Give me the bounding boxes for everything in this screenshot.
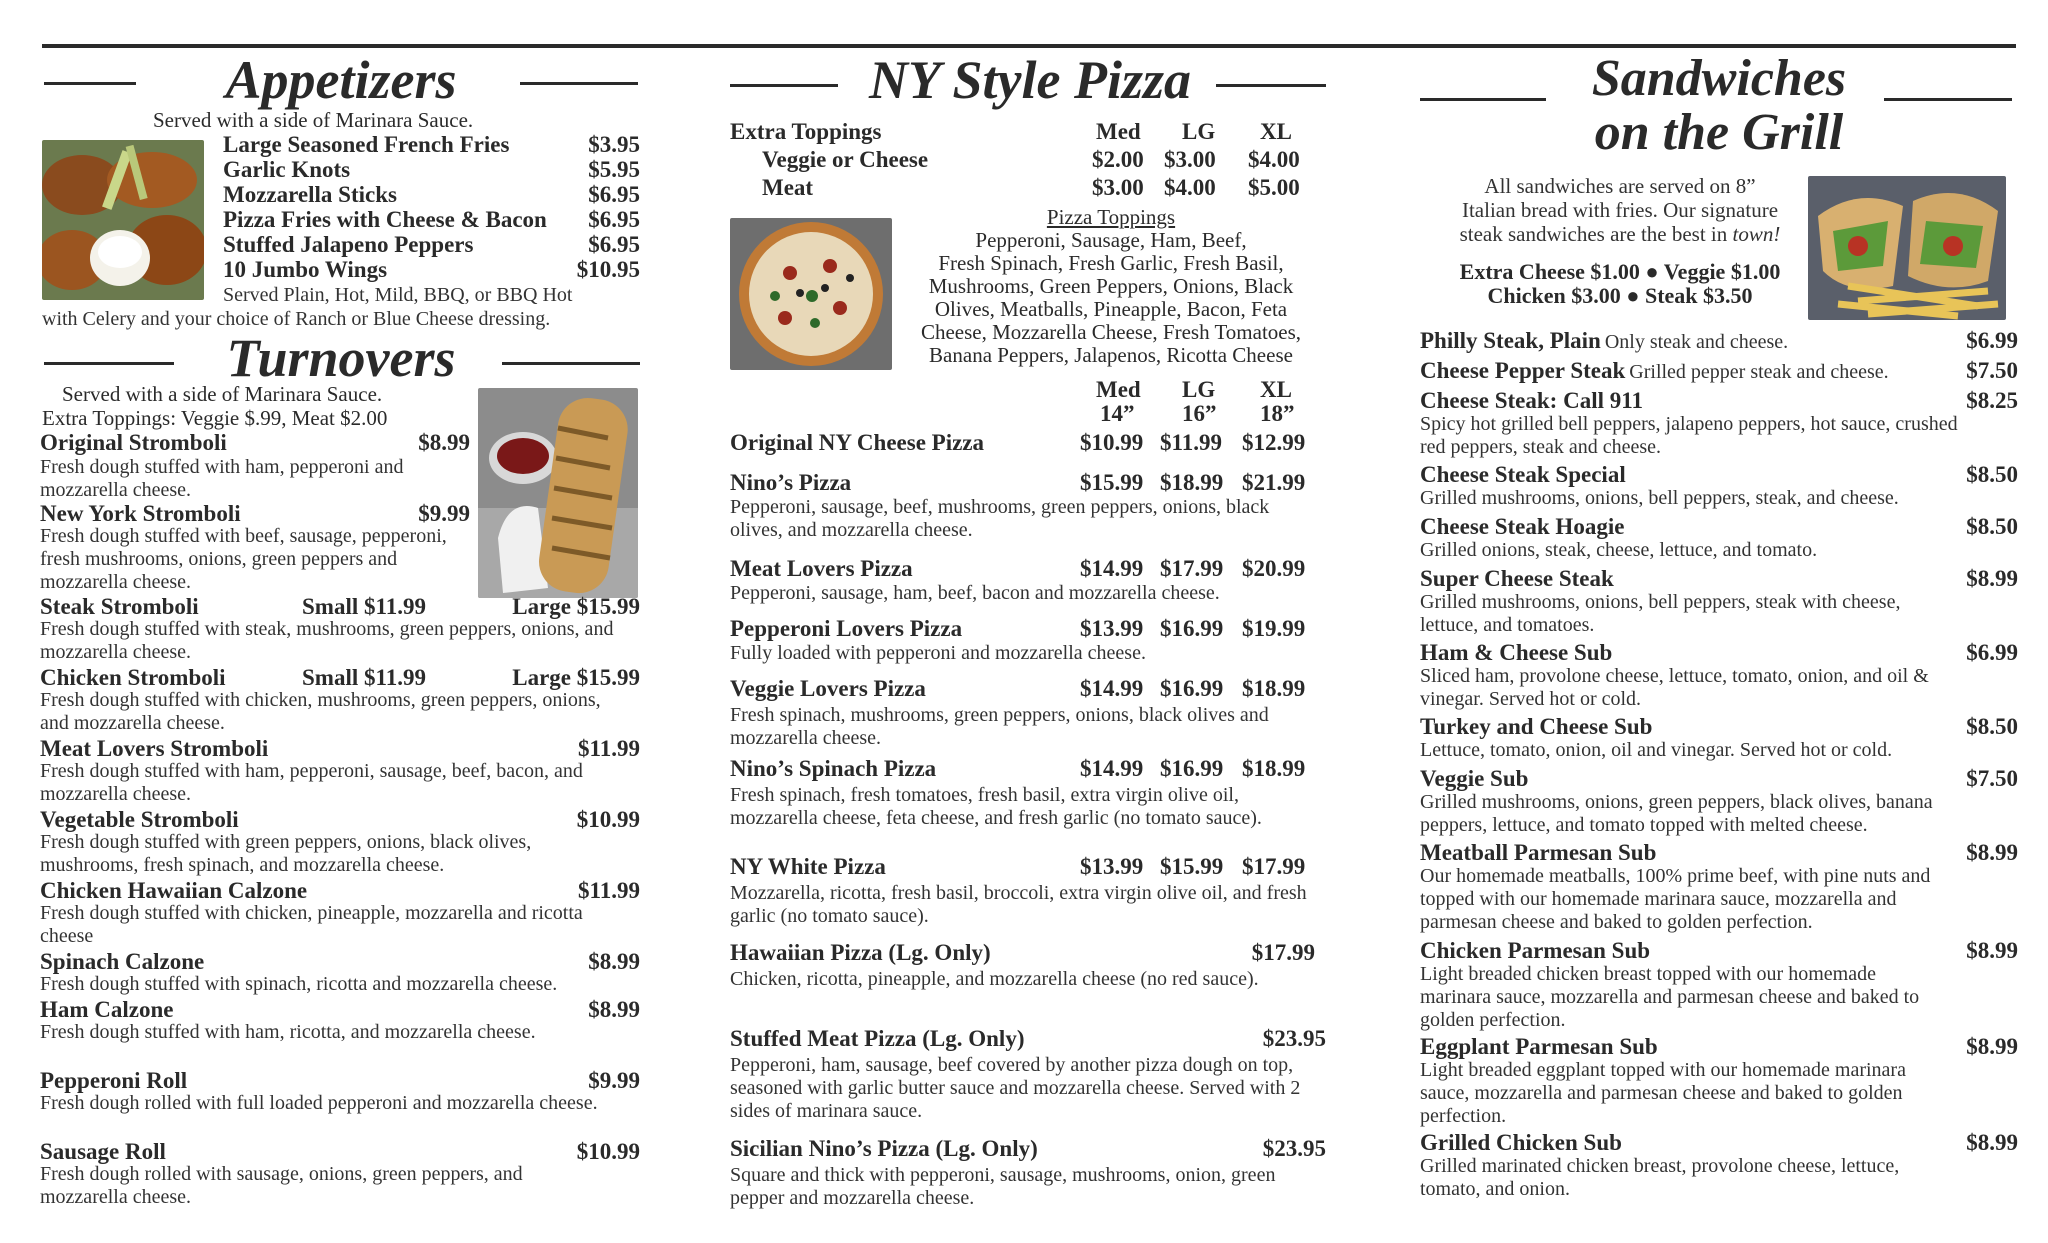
price-xl: $18.99 — [1242, 756, 1306, 781]
item-description: Fresh dough rolled with sausage, onions, green peppers, and mozzarella cheese. — [40, 1163, 523, 1208]
menu-item — [1420, 566, 2018, 592]
item-description: Grilled mushrooms, onions, bell peppers, steak, and cheese. — [1420, 487, 1899, 509]
item-price: $7.50 — [1966, 766, 2018, 791]
price-med: $14.99 — [1080, 756, 1144, 781]
veggie-cheese-label: Veggie or Cheese — [762, 147, 929, 172]
item-name: Cheese Steak: Call 911 — [1420, 388, 1643, 413]
item-name: Original NY Cheese Pizza — [730, 430, 985, 455]
menu-item — [40, 665, 640, 690]
size-xl-header: XL — [1260, 119, 1292, 144]
item-description: Pepperoni, sausage, beef, mushrooms, green peppers, onions, black olives, and mozzarella cheese. — [730, 496, 1270, 541]
topping-line: Cheese, Mozzarella Cheese, Fresh Tomatoes, — [920, 320, 1302, 344]
price-med: $14.99 — [1080, 556, 1144, 581]
item-price: $8.25 — [1966, 388, 2018, 413]
menu-item — [1420, 514, 2018, 540]
item-description: Fresh dough stuffed with ham, pepperoni, sausage, beef, bacon, and mozzarella cheese. — [40, 760, 583, 805]
item-name: Ham & Cheese Sub — [1420, 640, 1613, 665]
item-description: Grilled mushrooms, onions, green peppers, black olives, banana peppers, lettuce, and tomato topped with melted cheese. — [1420, 791, 1933, 836]
item-name: Pepperoni Roll — [40, 1068, 188, 1093]
turnovers-heading — [40, 330, 642, 386]
right-column — [1420, 50, 2018, 1200]
menu-item — [1420, 938, 2018, 964]
item-description: Chicken, ricotta, pineapple, and mozzarella cheese (no red sauce). — [730, 968, 1259, 990]
topping-line: Fresh Spinach, Fresh Garlic, Fresh Basil, — [938, 251, 1284, 275]
menu-item — [1420, 714, 2018, 740]
item-name: Cheese Steak Hoagie — [1420, 514, 1625, 539]
item-inline-desc: Grilled pepper steak and cheese. — [1629, 361, 1889, 383]
extra-toppings-label: Extra Toppings — [730, 119, 882, 144]
menu-item — [40, 997, 640, 1022]
item-price: $8.99 — [588, 997, 640, 1022]
item-description: Fresh dough stuffed with beef, sausage, pepperoni, fresh mushrooms, onions, green peppers and mozzarella cheese. — [40, 525, 447, 593]
item-name: Vegetable Stromboli — [40, 807, 239, 832]
item-price: $10.99 — [576, 807, 640, 832]
item-name: Original Stromboli — [40, 430, 227, 455]
item-name: Cheese Pepper Steak — [1420, 358, 1626, 383]
item-price: $6.95 — [588, 232, 640, 257]
heading-rule-left — [44, 82, 136, 85]
item-name: New York Stromboli — [40, 501, 241, 526]
item-name: Chicken Parmesan Sub — [1420, 938, 1651, 963]
price-med: $10.99 — [1080, 430, 1144, 455]
price-lg: $17.99 — [1160, 556, 1224, 581]
wings-photo — [42, 140, 204, 300]
menu-item — [40, 949, 640, 974]
veggie-price-med: $2.00 — [1092, 147, 1144, 172]
item-price: $23.95 — [1262, 1136, 1326, 1161]
appetizers-heading — [40, 52, 642, 108]
price-lg: $11.99 — [1160, 430, 1222, 455]
price-med: $15.99 — [1080, 470, 1144, 495]
menu-item — [223, 157, 640, 182]
item-name: Hawaiian Pizza (Lg. Only) — [730, 940, 991, 965]
item-description: Fresh spinach, mushrooms, green peppers, onions, black olives and mozzarella cheese. — [730, 704, 1269, 749]
pizza-toppings-box — [892, 206, 1330, 367]
pizza-size-header — [730, 378, 1330, 426]
item-name: Garlic Knots — [223, 157, 351, 182]
left-column — [40, 50, 642, 1208]
menu-item — [730, 470, 1330, 496]
menu-item — [40, 878, 640, 903]
item-price: $8.99 — [1966, 840, 2018, 865]
size-lg-header: LG — [1182, 119, 1216, 144]
intro-line: Italian bread with fries. Our signature — [1461, 198, 1779, 222]
pizza-photo — [730, 218, 892, 370]
item-name: Super Cheese Steak — [1420, 566, 1614, 591]
appetizers-title: Appetizers — [225, 50, 457, 110]
topping-line: Pepperoni, Sausage, Ham, Beef, — [975, 228, 1247, 252]
item-name: Cheese Steak Special — [1420, 462, 1626, 487]
heading-rule-left — [1420, 98, 1546, 101]
item-name: Chicken Hawaiian Calzone — [40, 878, 308, 903]
item-description: Fresh dough stuffed with spinach, ricotta and mozzarella cheese. — [40, 973, 558, 995]
menu-item — [730, 556, 1330, 582]
heading-rule-right — [1216, 84, 1326, 87]
item-price: $23.95 — [1262, 1026, 1326, 1051]
item-name: Veggie Sub — [1420, 766, 1529, 791]
price-med: $14.99 — [1080, 676, 1144, 701]
appetizers-list — [223, 132, 640, 307]
menu-item — [730, 676, 1330, 702]
size-med-header: Med — [1096, 119, 1141, 144]
item-price: $8.99 — [1966, 566, 2018, 591]
item-price: $17.99 — [1251, 940, 1315, 965]
item-price: $7.50 — [1966, 358, 2018, 383]
item-description: Spicy hot grilled bell peppers, jalapeno peppers, hot sauce, crushed red peppers, steak and cheese. — [1420, 413, 1958, 458]
menu-item — [223, 132, 640, 157]
extras-line: Extra Cheese $1.00 ● Veggie $1.00 — [1459, 259, 1781, 284]
item-price: $8.50 — [1966, 714, 2018, 739]
item-name: Veggie Lovers Pizza — [730, 676, 926, 701]
item-name: Stuffed Jalapeno Peppers — [223, 232, 474, 257]
heading-rule-right — [1884, 98, 2012, 101]
meat-price-lg: $4.00 — [1164, 175, 1216, 200]
menu-item — [1420, 462, 2018, 488]
item-price: $9.99 — [418, 501, 470, 526]
item-name: Pepperoni Lovers Pizza — [730, 616, 963, 641]
item-description: Lettuce, tomato, onion, oil and vinegar. Served hot or cold. — [1420, 739, 1893, 761]
item-description: Fresh dough stuffed with steak, mushrooms, green peppers, onions, and mozzarella cheese. — [40, 618, 614, 663]
item-price: $10.95 — [576, 257, 640, 282]
heading-rule-right — [520, 82, 638, 85]
menu-item — [1420, 328, 2018, 354]
sandwich-photo — [1808, 176, 2006, 320]
item-large-price: Large $15.99 — [512, 665, 640, 690]
extras-line: Chicken $3.00 ● Steak $3.50 — [1487, 283, 1753, 308]
sandwiches-heading — [1420, 52, 2018, 160]
price-xl: $17.99 — [1242, 854, 1306, 879]
price-xl: $18.99 — [1242, 676, 1306, 701]
price-lg: $16.99 — [1160, 756, 1224, 781]
item-description: Pepperoni, ham, sausage, beef covered by another pizza dough on top, seasoned with garlic butter sauce and mozzarella cheese. Served with 2 sides of marinara sauce. — [730, 1054, 1301, 1122]
item-name: Nino’s Spinach Pizza — [730, 756, 937, 781]
menu-item — [730, 1026, 1326, 1052]
menu-item — [730, 756, 1330, 782]
menu-item — [730, 1136, 1326, 1162]
size-xl-inches: 18” — [1260, 401, 1295, 426]
menu-item — [1420, 1130, 2018, 1156]
middle-column — [730, 50, 1330, 1209]
menu-item — [40, 1139, 640, 1164]
item-description: Fresh dough rolled with full loaded pepperoni and mozzarella cheese. — [40, 1092, 598, 1114]
price-med: $13.99 — [1080, 616, 1144, 641]
item-description: Fresh dough stuffed with ham, ricotta, and mozzarella cheese. — [40, 1021, 536, 1043]
top-border-rule — [42, 44, 2016, 48]
item-price: $9.99 — [588, 1068, 640, 1093]
item-price: $8.99 — [1966, 938, 2018, 963]
topping-line: Olives, Meatballs, Pineapple, Bacon, Feta — [934, 297, 1288, 321]
wings-note-2: with Celery and your choice of Ranch or Blue Cheese dressing. — [42, 308, 551, 330]
menu-item — [1420, 640, 2018, 666]
menu-item — [730, 854, 1330, 880]
item-name: Meat Lovers Stromboli — [40, 736, 269, 761]
item-description: Pepperoni, sausage, ham, beef, bacon and mozzarella cheese. — [730, 582, 1220, 604]
menu-item — [1420, 766, 2018, 792]
heading-rule-left — [44, 362, 174, 365]
menu-item — [1420, 358, 2018, 384]
size-xl-label: XL — [1260, 377, 1292, 402]
extra-toppings-table — [730, 118, 1330, 202]
item-small-price: Small $11.99 — [302, 594, 426, 619]
item-description: Sliced ham, provolone cheese, lettuce, tomato, onion, and oil & vinegar. Served hot or cold. — [1420, 665, 1929, 710]
sandwiches-intro — [1420, 174, 1820, 246]
item-description: Fresh spinach, fresh tomatoes, fresh basil, extra virgin olive oil, mozzarella cheese, feta cheese, and fresh garlic (no tomato sauce). — [730, 784, 1262, 829]
price-lg: $16.99 — [1160, 676, 1224, 701]
item-price: $10.99 — [576, 1139, 640, 1164]
stromboli-photo — [478, 388, 638, 598]
item-inline-desc: Only steak and cheese. — [1604, 331, 1789, 353]
menu-item — [730, 940, 1315, 966]
item-price: $11.99 — [578, 878, 640, 903]
item-name: Eggplant Parmesan Sub — [1420, 1034, 1658, 1059]
item-description: Fresh dough stuffed with chicken, pineapple, mozzarella and ricotta cheese — [40, 902, 583, 947]
turnovers-title: Turnovers — [226, 328, 456, 388]
item-name: Steak Stromboli — [40, 594, 199, 619]
pizza-toppings-title: Pizza Toppings — [1046, 205, 1176, 229]
item-name: Philly Steak, Plain — [1420, 328, 1601, 353]
size-med-inches: 14” — [1100, 401, 1135, 426]
item-name: Pizza Fries with Cheese & Bacon — [223, 207, 547, 232]
item-price: $8.99 — [1966, 1130, 2018, 1155]
heading-rule-right — [502, 362, 640, 365]
meat-label: Meat — [762, 175, 814, 200]
item-description: Square and thick with pepperoni, sausage, mushrooms, onion, green pepper and mozzarella cheese. — [730, 1164, 1276, 1209]
item-name: NY White Pizza — [730, 854, 886, 879]
item-large-price: Large $15.99 — [512, 594, 640, 619]
item-description: Fully loaded with pepperoni and mozzarella cheese. — [730, 642, 1146, 664]
price-xl: $19.99 — [1242, 616, 1306, 641]
item-name: Sausage Roll — [40, 1139, 166, 1164]
veggie-price-xl: $4.00 — [1248, 147, 1300, 172]
item-price: $11.99 — [578, 736, 640, 761]
turnovers-extra: Extra Toppings: Veggie $.99, Meat $2.00 — [42, 406, 388, 430]
meat-price-med: $3.00 — [1092, 175, 1144, 200]
item-name: Meatball Parmesan Sub — [1420, 840, 1657, 865]
menu-item — [40, 594, 640, 619]
meat-price-xl: $5.00 — [1248, 175, 1300, 200]
intro-line: steak sandwiches are the best in town! — [1459, 222, 1781, 246]
item-price: $8.50 — [1966, 514, 2018, 539]
turnovers-subtitle: Served with a side of Marinara Sauce. — [62, 382, 383, 406]
item-name: Chicken Stromboli — [40, 665, 226, 690]
item-price: $6.95 — [588, 207, 640, 232]
item-description: Mozzarella, ricotta, fresh basil, broccoli, extra virgin olive oil, and fresh garlic (no tomato sauce). — [730, 882, 1307, 927]
item-price: $8.99 — [588, 949, 640, 974]
menu-item — [730, 430, 1330, 456]
item-description: Fresh dough stuffed with chicken, mushrooms, green peppers, onions, and mozzarella cheese. — [40, 689, 601, 734]
item-price: $6.99 — [1966, 640, 2018, 665]
menu-item — [730, 616, 1330, 642]
item-name: Meat Lovers Pizza — [730, 556, 913, 581]
menu-item — [40, 430, 470, 455]
price-xl: $12.99 — [1242, 430, 1306, 455]
item-price: $8.99 — [1966, 1034, 2018, 1059]
item-description: Fresh dough stuffed with ham, pepperoni and mozzarella cheese. — [40, 456, 404, 501]
price-xl: $20.99 — [1242, 556, 1306, 581]
item-price: $6.99 — [1966, 328, 2018, 353]
item-name: Ham Calzone — [40, 997, 174, 1022]
item-description: Our homemade meatballs, 100% prime beef, with pine nuts and topped with our homemade marinara sauce, mozzarella and parmesan cheese and baked to golden perfection. — [1420, 865, 1931, 933]
pizza-heading — [730, 52, 1330, 108]
heading-rule-left — [730, 84, 838, 87]
menu-item — [40, 1068, 640, 1093]
sandwiches-title-line-2: on the Grill — [1594, 104, 1844, 161]
menu-item — [223, 182, 640, 207]
intro-line: All sandwiches are served on 8” — [1484, 174, 1756, 198]
item-description: Fresh dough stuffed with green peppers, onions, black olives, mushrooms, fresh spinach, and mozzarella cheese. — [40, 831, 532, 876]
item-name: Nino’s Pizza — [730, 470, 852, 495]
item-name: Stuffed Meat Pizza (Lg. Only) — [730, 1026, 1025, 1051]
price-xl: $21.99 — [1242, 470, 1306, 495]
item-small-price: Small $11.99 — [302, 665, 426, 690]
item-price: $3.95 — [588, 132, 640, 157]
topping-line: Mushrooms, Green Peppers, Onions, Black — [928, 274, 1294, 298]
menu-item — [40, 501, 470, 526]
item-description: Grilled onions, steak, cheese, lettuce, and tomato. — [1420, 539, 1818, 561]
item-name: Large Seasoned French Fries — [223, 132, 510, 157]
item-name: Sicilian Nino’s Pizza (Lg. Only) — [730, 1136, 1038, 1161]
menu-item — [40, 807, 640, 832]
size-lg-label: LG — [1182, 377, 1216, 402]
menu-item — [223, 257, 640, 282]
sandwiches-extras — [1420, 260, 1820, 308]
appetizers-subtitle: Served with a side of Marinara Sauce. — [153, 108, 474, 132]
size-lg-inches: 16” — [1182, 401, 1217, 426]
item-description: Grilled marinated chicken breast, provolone cheese, lettuce, tomato, and onion. — [1420, 1155, 1900, 1200]
sandwiches-title-line-1: Sandwiches — [1591, 50, 1847, 107]
menu-item — [1420, 388, 2018, 414]
item-name: Spinach Calzone — [40, 949, 205, 974]
size-med-label: Med — [1096, 377, 1141, 402]
item-price: $6.95 — [588, 182, 640, 207]
price-lg: $15.99 — [1160, 854, 1224, 879]
item-price: $8.50 — [1966, 462, 2018, 487]
topping-line: Banana Peppers, Jalapenos, Ricotta Cheese — [929, 343, 1293, 367]
menu-item — [1420, 840, 2018, 866]
menu-item — [223, 207, 640, 232]
pizza-title: NY Style Pizza — [869, 50, 1191, 110]
price-lg: $18.99 — [1160, 470, 1224, 495]
item-description: Light breaded eggplant topped with our homemade marinara sauce, mozzarella and parmesan cheese and baked to golden perfection. — [1420, 1059, 1906, 1127]
wings-note: Served Plain, Hot, Mild, BBQ, or BBQ Hot — [223, 284, 573, 306]
item-price: $5.95 — [588, 157, 640, 182]
item-description: Grilled mushrooms, onions, bell peppers, steak with cheese, lettuce, and tomatoes. — [1420, 591, 1901, 636]
item-price: $8.99 — [418, 430, 470, 455]
item-name: Turkey and Cheese Sub — [1420, 714, 1653, 739]
item-description: Light breaded chicken breast topped with our homemade marinara sauce, mozzarella and parmesan cheese and baked to golden perfection. — [1420, 963, 1920, 1031]
menu-item — [1420, 1034, 2018, 1060]
item-name: 10 Jumbo Wings — [223, 257, 388, 282]
item-name: Grilled Chicken Sub — [1420, 1130, 1622, 1155]
price-lg: $16.99 — [1160, 616, 1224, 641]
menu-item — [223, 232, 640, 257]
veggie-price-lg: $3.00 — [1164, 147, 1216, 172]
price-med: $13.99 — [1080, 854, 1144, 879]
item-name: Mozzarella Sticks — [223, 182, 397, 207]
menu-item — [40, 736, 640, 761]
